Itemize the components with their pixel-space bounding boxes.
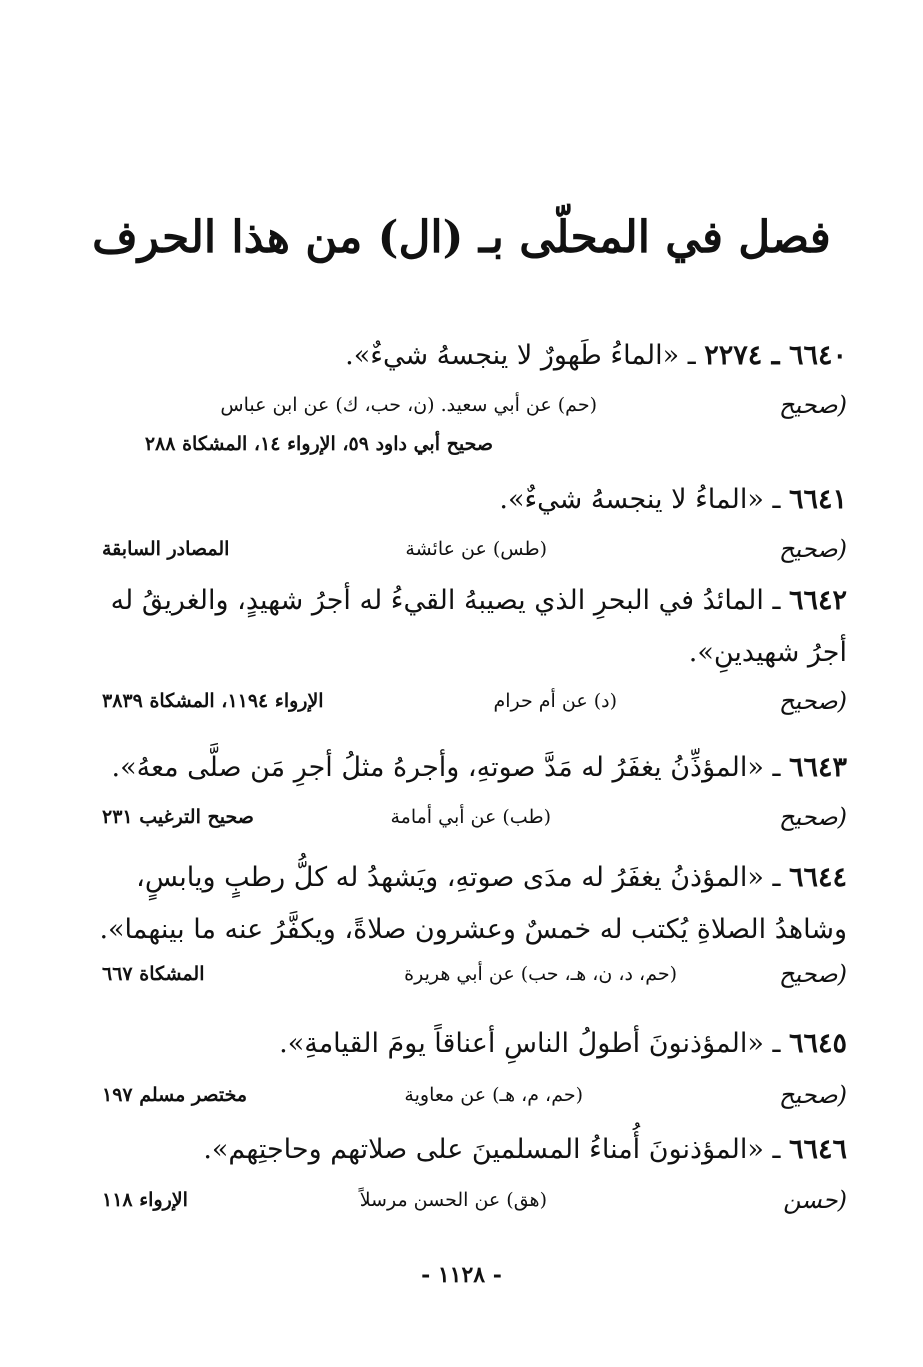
hadith-text: ٦٦٤٥ ـ «المؤذنونَ أطولُ الناسِ أعناقاً يومَ القيامةِ».: [279, 1028, 847, 1059]
page-number: - ١١٢٨ -: [421, 1262, 502, 1288]
hadith-text: ٦٦٤٢ ـ المائدُ في البحرِ الذي يصيبهُ القيءُ له أجرُ شهيدٍ، والغريقُ له أجرُ شهيدينِ».: [110, 585, 847, 668]
grade-label: (صحيح: [779, 535, 847, 563]
book-reference: صحيح الترغيب ٢٣١: [102, 806, 254, 828]
hadith-body: «المؤذِّنُ يغفَرُ له مَدَّ صوتهِ، وأجرهُ مثلُ أجرِ مَن صلَّى معهُ».: [111, 752, 764, 783]
hadith-reference: [70, 532, 847, 566]
book-reference: المصادر السابقة: [102, 538, 230, 560]
hadith-number: ٦٦٤٢: [788, 585, 847, 616]
narration-source: (د) عن أم حرام: [493, 690, 617, 712]
hadith-text: ٦٦٤١ ـ «الماءُ لا ينجسهُ شيءٌ».: [499, 484, 847, 515]
narration-source: (حم، د، ن، هـ، حب) عن أبي هريرة: [404, 963, 677, 985]
grade-label: (صحيح: [779, 1081, 847, 1109]
hadith-reference: [70, 1183, 847, 1217]
hadith-reference: [70, 800, 847, 834]
section-title: فصل في المحلّى بـ (ال) من هذا الحرف: [92, 212, 831, 263]
narration-source: (طس) عن عائشة: [405, 538, 547, 560]
narration-source: (هق) عن الحسن مرسلاً: [359, 1189, 547, 1211]
hadith-reference: [70, 388, 847, 422]
book-reference: مختصر مسلم ١٩٧: [102, 1084, 248, 1106]
book-reference: المشكاة ٦٦٧: [102, 963, 205, 985]
hadith-text: ٦٦٤٤ ـ «المؤذنُ يغفَرُ له مدَى صوتهِ، ويَشهدُ له كلُّ رطبٍ ويابسٍ، وشاهدُ الصلاةِ يُكتب له خمسٌ وعشرون صلاةً، ويكفَّرُ عنه ما بينهما».: [99, 862, 847, 945]
book-reference: الإرواء ١١٨: [102, 1189, 188, 1211]
hadith-body: المائدُ في البحرِ الذي يصيبهُ القيءُ له أجرُ شهيدٍ، والغريقُ له أجرُ شهيدينِ».: [110, 585, 847, 668]
book-reference: صحيح أبي داود ٥٩، الإرواء ١٤، المشكاة ٢٨٨: [144, 433, 493, 455]
grade-label: (حسن: [783, 1186, 847, 1214]
narration-source: (حم) عن أبي سعيد. (ن، حب، ك) عن ابن عباس: [220, 394, 597, 416]
hadith-number: ٦٦٤٤: [788, 862, 847, 893]
hadith-body: «المؤذنونَ أُمناءُ المسلمينَ على صلاتهم وحاجتِهم».: [203, 1134, 764, 1165]
hadith-number: ٦٦٤١: [788, 484, 847, 515]
narration-source: (طب) عن أبي أمامة: [390, 806, 551, 828]
hadith-text: ٦٦٤٠ ـ ٢٢٧٤ ـ «الماءُ طَهورٌ لا ينجسهُ شيءٌ».: [345, 340, 847, 371]
hadith-body: «المؤذنُ يغفَرُ له مدَى صوتهِ، ويَشهدُ له كلُّ رطبٍ ويابسٍ، وشاهدُ الصلاةِ يُكتب له خمسٌ وعشرون صلاةً، ويكفَّرُ عنه ما بينهما».: [99, 862, 847, 945]
grade-label: (صحيح: [779, 960, 847, 988]
hadith-reference: [70, 957, 847, 991]
grade-label: (صحيح: [779, 803, 847, 831]
hadith-body: «الماءُ لا ينجسهُ شيءٌ».: [499, 484, 764, 515]
hadith-reference: [70, 1078, 847, 1112]
hadith-text: ٦٦٤٣ ـ «المؤذِّنُ يغفَرُ له مَدَّ صوتهِ، وأجرهُ مثلُ أجرِ مَن صلَّى معهُ».: [111, 752, 847, 783]
grade-label: (صحيح: [779, 391, 847, 419]
hadith-body: «الماءُ طَهورٌ لا ينجسهُ شيءٌ».: [345, 340, 680, 371]
hadith-text: ٦٦٤٦ ـ «المؤذنونَ أُمناءُ المسلمينَ على صلاتهم وحاجتِهم».: [203, 1134, 847, 1165]
hadith-number: ٦٦٤٥: [788, 1028, 847, 1059]
hadith-number: ٦٦٤٣: [788, 752, 847, 783]
hadith-body: «المؤذنونَ أطولُ الناسِ أعناقاً يومَ القيامةِ».: [279, 1028, 764, 1059]
narration-source: (حم، م، هـ) عن معاوية: [404, 1084, 583, 1106]
hadith-reference: [70, 684, 847, 718]
grade-label: (صحيح: [779, 687, 847, 715]
book-reference: الإرواء ١١٩٤، المشكاة ٣٨٣٩: [102, 690, 324, 712]
hadith-number: ٦٦٤٦: [788, 1134, 847, 1165]
hadith-number: ٦٦٤٠ ـ ٢٢٧٤: [704, 340, 847, 371]
